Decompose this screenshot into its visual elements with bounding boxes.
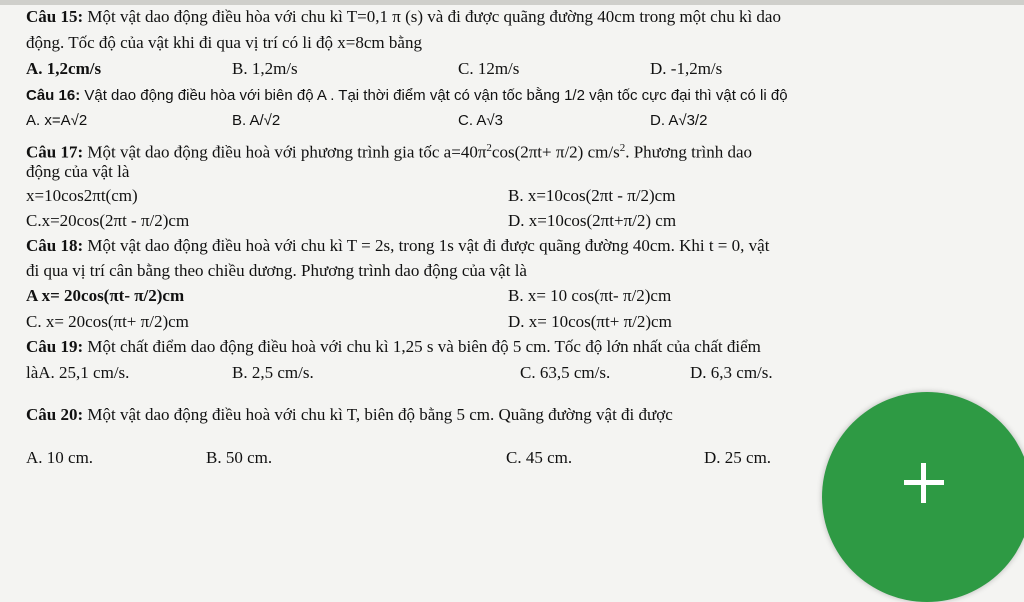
q19-text-line1: Một chất điểm dao động điều hoà với chu kì 1,25 s và biên độ 5 cm. Tốc độ lớn nhất của chất điểm xyxy=(87,337,761,356)
q17-superscript-2: 2 xyxy=(619,142,626,154)
q15-text-line2: động. Tốc độ của vật khi đi qua vị trí có li độ x=8cm bằng xyxy=(26,33,422,52)
q18-option-a: A x= 20cos(πt- π/2)cm xyxy=(26,286,185,305)
q17-text-part2: cos(2πt+ π/2) cm/s xyxy=(491,142,620,162)
q17-label: Câu 17: xyxy=(26,142,84,162)
q15-option-b: B. 1,2m/s xyxy=(232,59,298,78)
add-floating-button[interactable] xyxy=(822,392,1024,602)
q15-option-c: C. 12m/s xyxy=(458,59,520,78)
q19-option-b: B. 2,5 cm/s. xyxy=(232,363,314,382)
q18-text-line1: Một vật dao động điều hoà với chu kì T = 2s, trong 1s vật đi được quãng đường 40cm. Khi t = 0, vật xyxy=(87,236,770,255)
q15-label: Câu 15: xyxy=(26,7,84,26)
page-top-edge xyxy=(0,0,1024,5)
q19-option-c: C. 63,5 cm/s. xyxy=(520,363,611,382)
q20-option-b: B. 50 cm. xyxy=(206,448,273,467)
q17-line1 xyxy=(26,137,752,164)
q20-label: Câu 20: xyxy=(26,405,84,424)
q19-label: Câu 19: xyxy=(26,337,84,356)
q17-option-c: C.x=20cos(2πt - π/2)cm xyxy=(26,211,190,230)
q20-option-c: C. 45 cm. xyxy=(506,448,573,467)
q16-option-c: C. A√3 xyxy=(458,112,503,129)
q19-option-a: làA. 25,1 cm/s. xyxy=(26,363,130,382)
q17-text-line2: động của vật là xyxy=(26,162,130,181)
q18-text-line2: đi qua vị trí cân bằng theo chiều dương. Phương trình dao động của vật là xyxy=(26,261,527,280)
q17-superscript-1: 2 xyxy=(486,142,492,154)
q16-option-b: B. A/√2 xyxy=(232,112,281,129)
q15-option-d: D. -1,2m/s xyxy=(650,59,723,78)
q16-line1 xyxy=(26,85,788,107)
q17-option-a: x=10cos2πt(cm) xyxy=(26,186,138,205)
q17-text-part1: Một vật dao động điều hoà với phương trình gia tốc a=40π xyxy=(87,142,487,162)
q16-option-a: A. x=A√2 xyxy=(26,112,88,129)
q16-option-d: D. A√3/2 xyxy=(650,112,708,129)
q20-line1 xyxy=(26,404,673,426)
q15-line1 xyxy=(26,6,781,28)
q18-option-d: D. x= 10cos(πt+ π/2)cm xyxy=(508,312,672,331)
q18-option-b: B. x= 10 cos(πt- π/2)cm xyxy=(508,286,672,305)
q15-text-line1: Một vật dao động điều hòa với chu kì T=0,1 π (s) và đi được quãng đường 40cm trong một chu kì dao xyxy=(87,7,781,26)
plus-icon xyxy=(822,392,1024,602)
q16-text-line1: Vật dao động điều hòa với biên độ A . Tại thời điểm vật có vận tốc bằng 1/2 vận tốc cực đại thì vật có li độ xyxy=(84,87,788,104)
q18-line1 xyxy=(26,235,769,257)
q18-option-c: C. x= 20cos(πt+ π/2)cm xyxy=(26,312,189,331)
q17-option-d: D. x=10cos(2πt+π/2) cm xyxy=(508,211,677,230)
q20-option-d: D. 25 cm. xyxy=(704,448,772,467)
q17-option-b: B. x=10cos(2πt - π/2)cm xyxy=(508,186,676,205)
q20-option-a: A. 10 cm. xyxy=(26,448,94,467)
q17-text-part3: . Phương trình dao xyxy=(625,142,753,162)
q19-option-d: D. 6,3 cm/s. xyxy=(690,363,773,382)
q16-label: Câu 16: xyxy=(26,87,81,104)
q18-label: Câu 18: xyxy=(26,236,84,255)
q15-option-a: A. 1,2cm/s xyxy=(26,59,102,78)
q19-line1 xyxy=(26,336,761,358)
q20-text-line1: Một vật dao động điều hoà với chu kì T, biên độ bằng 5 cm. Quãng đường vật đi được xyxy=(87,405,673,424)
